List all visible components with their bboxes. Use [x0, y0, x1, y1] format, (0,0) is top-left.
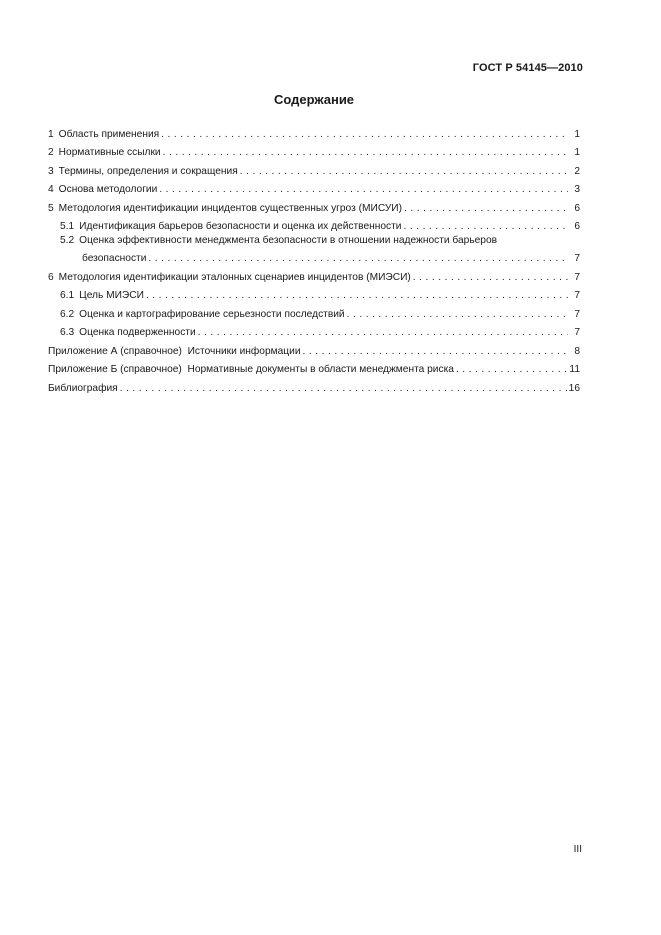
toc-entry-page: 8	[574, 345, 580, 357]
page-number: III	[573, 844, 582, 855]
toc-leader-dots	[303, 345, 568, 358]
toc-entry-1[interactable]	[48, 122, 580, 141]
toc-entry-number: 5	[48, 202, 54, 214]
toc-entry-text: Оценка эффективности менеджмента безопасности в отношении надежности барьеров	[79, 235, 498, 246]
toc-entry-page: 7	[574, 308, 580, 320]
toc-leader-dots	[161, 128, 568, 141]
toc-entry-number: 2	[48, 147, 54, 158]
toc-entry-5-2[interactable]	[48, 233, 580, 265]
toc-entry-number: 6.2	[60, 308, 75, 320]
toc-entry-6-2[interactable]	[48, 302, 580, 321]
toc-leader-dots	[198, 326, 568, 339]
toc-leader-dots	[404, 202, 568, 215]
toc-entry-text: Библиография	[48, 382, 118, 394]
toc-entry-page: 7	[574, 327, 580, 338]
toc-entry-number: 5.2	[60, 235, 75, 246]
toc-entry-5-1[interactable]	[48, 215, 580, 234]
toc-entry-page: 7	[574, 253, 580, 264]
toc-entry-text: Цель МИЭСИ	[79, 290, 144, 301]
toc-entry-number: 4	[48, 184, 54, 195]
toc-leader-dots	[146, 289, 568, 302]
table-of-contents	[48, 122, 580, 395]
toc-entry-6[interactable]	[48, 265, 580, 284]
toc-entry-number: 6.1	[60, 290, 75, 301]
toc-entry-text: Методология идентификации эталонных сценариев инцидентов (МИЭСИ)	[58, 271, 411, 283]
toc-leader-dots	[159, 183, 568, 196]
toc-entry-text: Область применения	[58, 128, 160, 140]
toc-entry-page: 6	[574, 202, 580, 214]
toc-leader-dots	[120, 382, 567, 395]
toc-entry-text-continued: безопасности	[82, 253, 147, 264]
toc-entry-bibliography[interactable]	[48, 376, 580, 395]
toc-entry-text: Термины, определения и сокращения	[58, 165, 238, 177]
toc-entry-6-1[interactable]	[48, 284, 580, 303]
toc-entry-2[interactable]	[48, 141, 580, 160]
document-code: ГОСТ Р 54145—2010	[472, 62, 583, 74]
toc-entry-page: 3	[574, 184, 580, 195]
toc-entry-page: 2	[574, 165, 580, 177]
toc-entry-appendix-a[interactable]	[48, 339, 580, 358]
toc-entry-3[interactable]	[48, 159, 580, 178]
toc-entry-number: 5.1	[60, 221, 75, 232]
toc-entry-number: 6	[48, 271, 54, 283]
toc-entry-page: 1	[574, 147, 580, 158]
toc-entry-continuation	[60, 248, 580, 265]
toc-entry-page: 11	[569, 364, 580, 375]
toc-entry-number: 6.3	[60, 327, 75, 338]
toc-entry-page: 6	[574, 221, 580, 232]
toc-entry-text: Приложение Б (справочное) Нормативные документы в области менеджмента риска	[48, 364, 454, 375]
toc-entry-text: Методология идентификации инцидентов существенных угроз (МИСУИ)	[58, 202, 403, 214]
toc-leader-dots	[347, 308, 568, 321]
toc-entry-number: 1	[48, 128, 54, 140]
toc-entry-page: 1	[574, 128, 580, 140]
toc-entry-first-line	[60, 234, 580, 248]
toc-entry-text: Нормативные ссылки	[58, 147, 161, 158]
toc-entry-number: 3	[48, 165, 54, 177]
toc-leader-dots	[413, 271, 568, 284]
toc-entry-text: Оценка и картографирование серьезности последствий	[79, 308, 345, 320]
toc-entry-text: Оценка подверженности	[79, 327, 196, 338]
toc-entry-text: Идентификация барьеров безопасности и оценка их действенности	[79, 221, 402, 232]
toc-leader-dots	[456, 363, 567, 376]
toc-title: Содержание	[273, 92, 355, 107]
toc-entry-page: 7	[574, 290, 580, 301]
toc-entry-page: 16	[568, 382, 580, 394]
toc-entry-4[interactable]	[48, 178, 580, 197]
toc-leader-dots	[403, 220, 568, 233]
toc-entry-text: Приложение А (справочное) Источники информации	[48, 345, 301, 357]
toc-leader-dots	[148, 252, 568, 265]
toc-leader-dots	[240, 165, 568, 178]
toc-entry-appendix-b[interactable]	[48, 358, 580, 377]
toc-entry-5[interactable]	[48, 196, 580, 215]
toc-entry-text: Основа методологии	[58, 184, 158, 195]
toc-entry-6-3[interactable]	[48, 321, 580, 340]
toc-entry-page: 7	[574, 271, 580, 283]
toc-leader-dots	[163, 146, 568, 159]
